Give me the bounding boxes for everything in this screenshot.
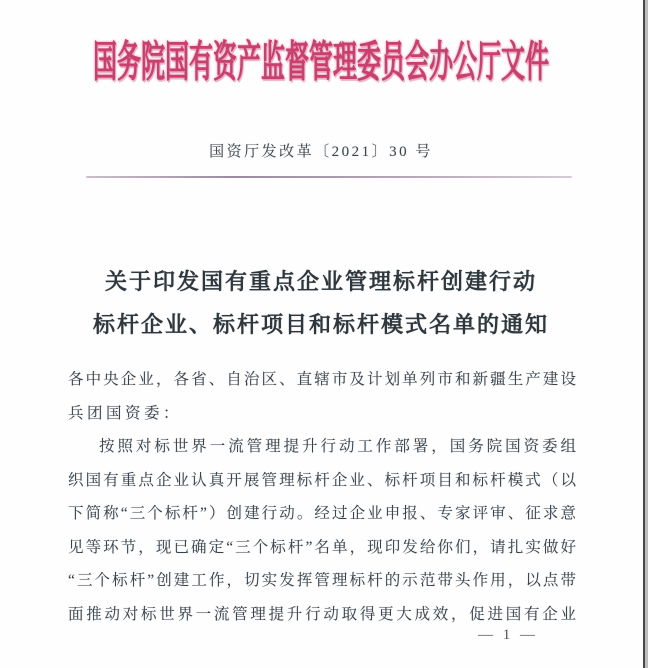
body-line: “三个标杆”创建工作，切实发挥管理标杆的示范带头作用，以点带 [68, 572, 576, 589]
document-body [68, 363, 576, 631]
letterhead-title: 国务院国有资产监督管理委员会办公厅文件 [93, 40, 549, 88]
document-title-line1: 关于印发国有重点企业管理标杆创建行动 [104, 269, 537, 294]
scan-edge-artifact [643, 0, 645, 668]
body-line: 按照对标世界一流管理提升行动工作部署，国务院国资委组 [99, 438, 576, 455]
body-line: 下简称“三个标杆”）创建行动。经过企业申报、专家评审、征求意 [68, 505, 576, 522]
body-line: 见等环节，现已确定“三个标杆”名单，现印发给你们，请扎实做好 [68, 538, 576, 556]
body-line: 面推动对标世界一流管理提升行动取得更大成效，促进国有企业 [68, 605, 576, 623]
document-title [0, 260, 642, 346]
document-number: 国资厅发改革〔2021〕30 号 [209, 144, 433, 160]
body-line: 织国有重点企业认真开展管理标杆企业、标杆项目和标杆模式（以 [68, 471, 576, 489]
document-title-line2: 标杆企业、标杆项目和标杆模式名单的通知 [92, 312, 549, 337]
salutation-line: 各中央企业，各省、自治区、直辖市及计划单列市和新疆生产建设 [68, 371, 576, 388]
page-number: — 1 — [478, 627, 538, 643]
letterhead-divider-line [86, 176, 572, 178]
salutation-line: 兵团国资委： [68, 404, 183, 422]
